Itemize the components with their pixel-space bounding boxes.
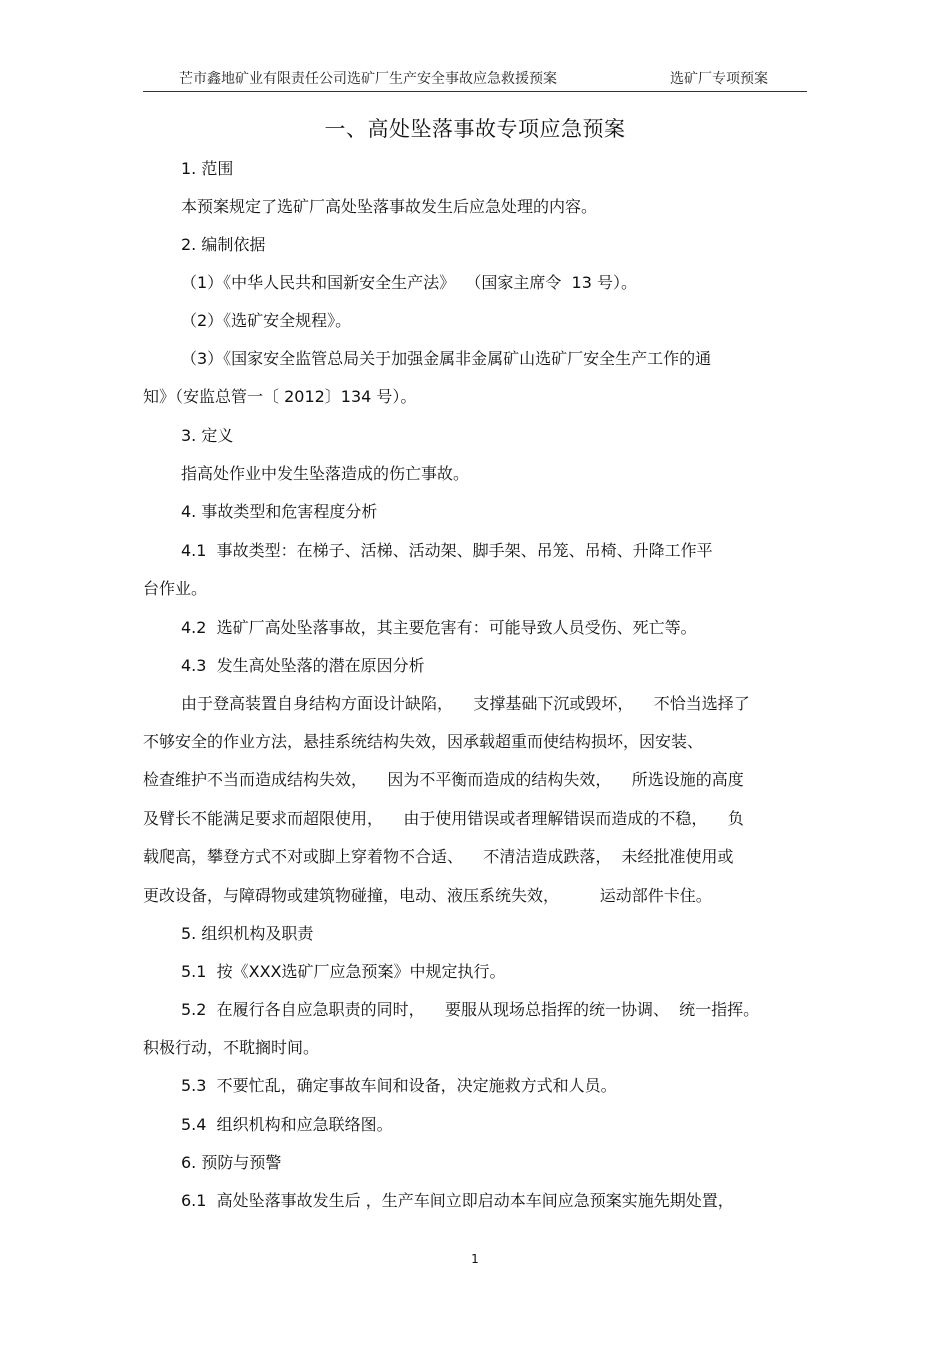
header-section-title: 选矿厂专项预案 [670, 71, 768, 87]
paragraph-line: 5.1 按《XXX选矿厂应急预案》中规定执行。 [181, 962, 506, 981]
paragraph-line: 更改设备，与障碍物或建筑物碰撞，电动、液压系统失效， 运动部件卡住。 [143, 886, 712, 905]
header-document-title: 芒市鑫地矿业有限责任公司选矿厂生产安全事故应急救援预案 [179, 71, 557, 87]
section-heading-prevention: 6. 预防与预警 [181, 1153, 282, 1172]
paragraph-line: 积极行动，不耽搁时间。 [143, 1038, 320, 1057]
basis-item: （2）《选矿安全规程》。 [181, 311, 352, 330]
paragraph-line: 5.3 不要忙乱，确定事故车间和设备，决定施救方式和人员。 [181, 1076, 617, 1095]
paragraph-line: 知》（安监总管一〔 2012〕134 号）。 [143, 387, 417, 406]
basis-item: （1）《中华人民共和国新安全生产法》 （国家主席令 13 号）。 [181, 273, 637, 292]
paragraph-line: 6.1 高处坠落事故发生后 ，生产车间立即启动本车间应急预案实施先期处置， [181, 1191, 734, 1210]
paragraph-line: 指高处作业中发生坠落造成的伤亡事故。 [181, 464, 470, 483]
paragraph-line: 不够安全的作业方法，悬挂系统结构失效，因承载超重而使结构损坏，因安装、 [143, 732, 704, 751]
paragraph-line: 4.3 发生高处坠落的潜在原因分析 [181, 656, 425, 675]
paragraph-line: 本预案规定了选矿厂高处坠落事故发生后应急处理的内容。 [181, 197, 598, 216]
basis-item: （3）《国家安全监管总局关于加强金属非金属矿山选矿厂安全生产工作的通 [181, 349, 712, 368]
section-heading-basis: 2. 编制依据 [181, 235, 266, 254]
paragraph-line: 台作业。 [143, 579, 208, 598]
paragraph-line: 5.2 在履行各自应急职责的同时， 要服从现场总指挥的统一协调、 统一指挥。 [181, 1000, 760, 1019]
paragraph-line: 检查维护不当而造成结构失效， 因为不平衡而造成的结构失效， 所选设施的高度 [143, 770, 744, 789]
section-heading-organization: 5. 组织机构及职责 [181, 924, 314, 943]
paragraph-line: 及臂长不能满足要求而超限使用， 由于使用错误或者理解错误而造成的不稳， 负 [143, 809, 744, 828]
header-divider [143, 91, 807, 92]
section-heading-analysis: 4. 事故类型和危害程度分析 [181, 502, 378, 521]
section-heading-definition: 3. 定义 [181, 426, 234, 445]
page-number: 1 [471, 1252, 479, 1266]
paragraph-line: 5.4 组织机构和应急联络图。 [181, 1115, 393, 1134]
paragraph-line: 由于登高装置自身结构方面设计缺陷， 支撑基础下沉或毁坏， 不恰当选择了 [181, 694, 750, 713]
paragraph-line: 4.1 事故类型：在梯子、活梯、活动架、脚手架、吊笼、吊椅、升降工作平 [181, 541, 713, 560]
paragraph-line: 4.2 选矿厂高处坠落事故，其主要危害有：可能导致人员受伤、死亡等。 [181, 618, 697, 637]
paragraph-line: 载爬高，攀登方式不对或脚上穿着物不合适、 不清洁造成跌落， 未经批准使用或 [143, 847, 734, 866]
page-header [143, 66, 807, 90]
section-heading-scope: 1. 范围 [181, 159, 234, 178]
page-title: 一、高处坠落事故专项应急预案 [324, 117, 626, 141]
